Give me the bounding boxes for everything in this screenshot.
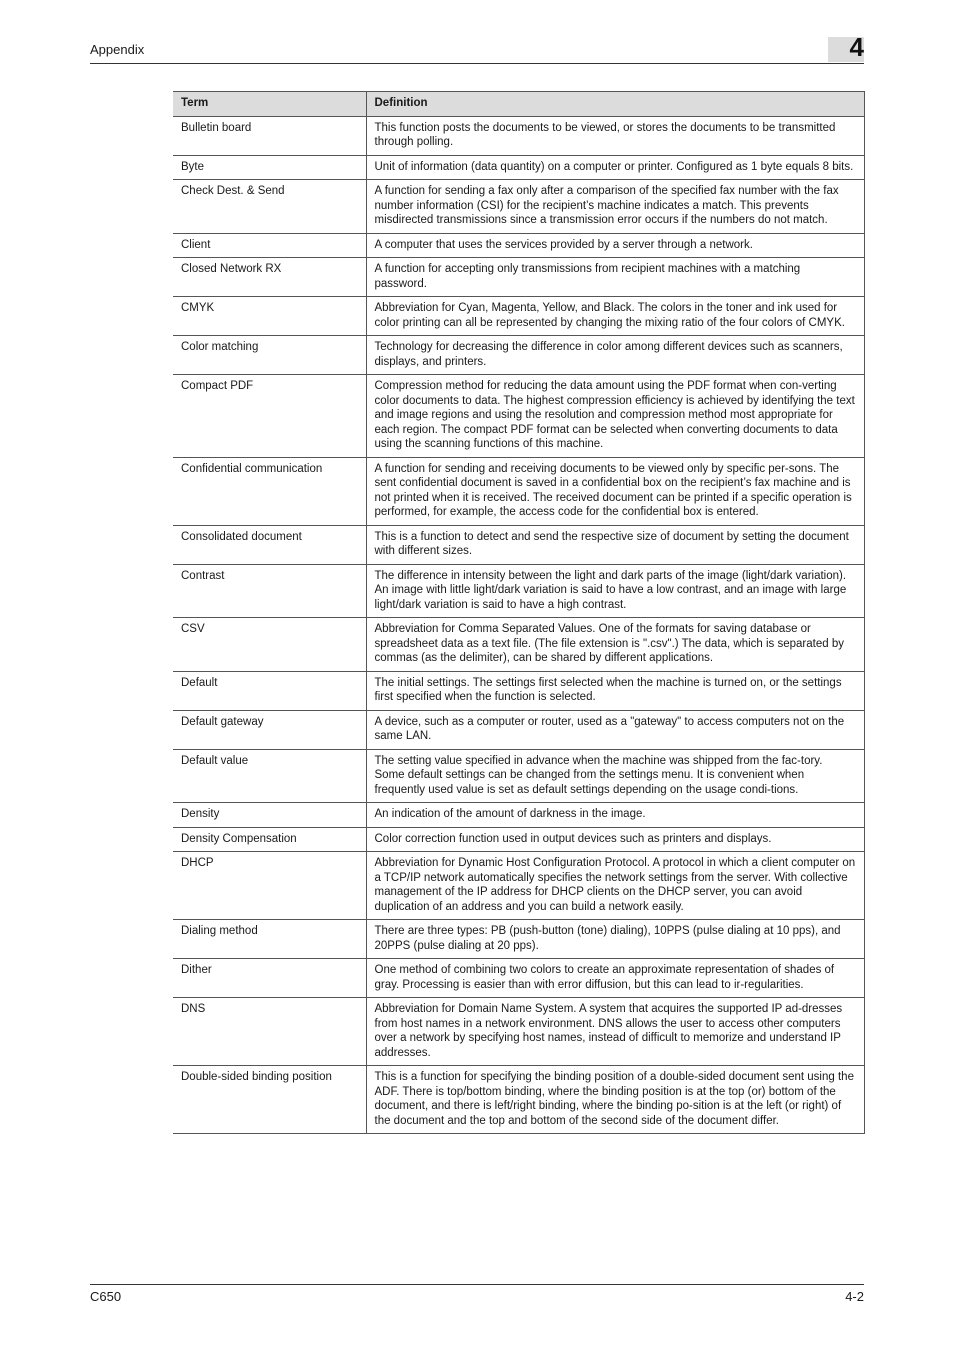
term-cell: Bulletin board <box>173 116 366 155</box>
table-row <box>173 852 864 920</box>
page-footer <box>90 1284 864 1315</box>
table-row <box>173 827 864 852</box>
definition-cell: Abbreviation for Dynamic Host Configuration Protocol. A protocol in which a client computer on a TCP/IP network automatically specifies the network settings from the server. With collective management of the IP address for DHCP clients on the DHCP server, you can avoid duplication of an address and you can build a network easily. <box>366 852 864 920</box>
definition-cell: Technology for decreasing the difference in color among different devices such as scanners, displays, and printers. <box>366 336 864 375</box>
table-row <box>173 710 864 749</box>
table-row <box>173 457 864 525</box>
definition-cell: Compression method for reducing the data amount using the PDF format when con-verting color documents to data. The highest compression efficiency is achieved by identifying the text and image regions and using the resolution and compression method most appropriate for each region. The compact PDF format can be selected when converting documents to data using the scanning functions of this machine. <box>366 375 864 458</box>
definition-cell: One method of combining two colors to create an approximate representation of shades of gray. Processing is easier than with error diffusion, but this can lead to ir-regularities. <box>366 959 864 998</box>
definition-cell: A computer that uses the services provided by a server through a network. <box>366 233 864 258</box>
definition-cell: A device, such as a computer or router, used as a "gateway" to access computers not on the same LAN. <box>366 710 864 749</box>
table-row <box>173 749 864 803</box>
term-cell: Default <box>173 671 366 710</box>
table-row <box>173 525 864 564</box>
term-cell: Color matching <box>173 336 366 375</box>
glossary-table <box>173 91 865 1134</box>
definition-cell: Color correction function used in output devices such as printers and displays. <box>366 827 864 852</box>
table-row <box>173 336 864 375</box>
definition-cell: A function for sending a fax only after a comparison of the specified fax number with the fax number information (CSI) for the recipient’s machine indicates a match. This prevents misdirected transmissions since a transmission error occurs if the numbers do not match. <box>366 180 864 234</box>
chapter-number: 4 <box>849 32 864 62</box>
definition-cell: A function for sending and receiving documents to be viewed only by specific per-sons. The sent confidential document is saved in a confidential box on the recipient’s fax machine and is not printed when it is received. The received document can be printed if a specific operation is performed, for example, the access code for the confidential box is entered. <box>366 457 864 525</box>
definition-cell: This function posts the documents to be viewed, or stores the documents to be transmitted through polling. <box>366 116 864 155</box>
term-cell: Density <box>173 803 366 828</box>
model-name: C650 <box>90 1289 122 1304</box>
definition-cell: Abbreviation for Cyan, Magenta, Yellow, and Black. The colors in the toner and ink used for color printing can all be represented by changing the mixing ratio of the four colors of CMYK. <box>366 297 864 336</box>
term-cell: DHCP <box>173 852 366 920</box>
table-row <box>173 375 864 458</box>
table-row <box>173 155 864 180</box>
term-cell: CSV <box>173 618 366 672</box>
term-cell: DNS <box>173 998 366 1066</box>
term-cell: Dialing method <box>173 920 366 959</box>
table-row <box>173 233 864 258</box>
definition-cell: Abbreviation for Comma Separated Values. One of the formats for saving database or spreadsheet data as a text file. (The file extension is ".csv".) The data, which is separated by commas (as the delimiter), can be shared by different applications. <box>366 618 864 672</box>
table-row <box>173 180 864 234</box>
table-row <box>173 116 864 155</box>
page-number: 4-2 <box>845 1289 864 1304</box>
table-header-row <box>173 92 864 117</box>
term-cell: CMYK <box>173 297 366 336</box>
definition-cell: Abbreviation for Domain Name System. A system that acquires the supported IP ad-dresses from host names in a network environment. DNS allows the user to access other computers over a network by specifying host names, instead of difficult to memorize and understand IP addresses. <box>366 998 864 1066</box>
table-row <box>173 1066 864 1134</box>
term-cell: Consolidated document <box>173 525 366 564</box>
table-row <box>173 564 864 618</box>
table-row <box>173 297 864 336</box>
term-cell: Default gateway <box>173 710 366 749</box>
table-body <box>173 116 864 1134</box>
table-row <box>173 258 864 297</box>
definition-cell: There are three types: PB (push-button (tone) dialing), 10PPS (pulse dialing at 10 pps), and 20PPS (pulse dialing at 20 pps). <box>366 920 864 959</box>
term-cell: Closed Network RX <box>173 258 366 297</box>
table-row <box>173 920 864 959</box>
term-cell: Density Compensation <box>173 827 366 852</box>
definition-cell: The difference in intensity between the light and dark parts of the image (light/dark variation). An image with little light/dark variation is said to have a low contrast, and an image with large light/dark variation is said to have a high contrast. <box>366 564 864 618</box>
definition-cell: Unit of information (data quantity) on a computer or printer. Configured as 1 byte equals 8 bits. <box>366 155 864 180</box>
term-cell: Confidential communication <box>173 457 366 525</box>
table-row <box>173 998 864 1066</box>
term-cell: Contrast <box>173 564 366 618</box>
column-header-definition: Definition <box>366 92 864 117</box>
definition-cell: This is a function for specifying the binding position of a double-sided document sent using the ADF. There is top/bottom binding, where the binding position is at the top (or) bottom of the document, and there is left/right binding, where the binding po-sition is at the left (or right) of the document and the top and bottom of the second side of the document differ. <box>366 1066 864 1134</box>
table-row <box>173 618 864 672</box>
definition-cell: The setting value specified in advance when the machine was shipped from the fac-tory. Some default settings can be changed from the settings menu. It is convenient when frequently used value is set as default settings depending on the usage condi-tions. <box>366 749 864 803</box>
column-header-term: Term <box>173 92 366 117</box>
definition-cell: An indication of the amount of darkness in the image. <box>366 803 864 828</box>
term-cell: Client <box>173 233 366 258</box>
term-cell: Check Dest. & Send <box>173 180 366 234</box>
table-row <box>173 803 864 828</box>
term-cell: Compact PDF <box>173 375 366 458</box>
section-title: Appendix <box>90 42 145 57</box>
table-row <box>173 671 864 710</box>
definition-cell: A function for accepting only transmissions from recipient machines with a matching password. <box>366 258 864 297</box>
table-row <box>173 959 864 998</box>
term-cell: Dither <box>173 959 366 998</box>
term-cell: Byte <box>173 155 366 180</box>
definition-cell: This is a function to detect and send the respective size of document by setting the document with different sizes. <box>366 525 864 564</box>
term-cell: Double-sided binding position <box>173 1066 366 1134</box>
definition-cell: The initial settings. The settings first selected when the machine is turned on, or the settings first specified when the function is selected. <box>366 671 864 710</box>
term-cell: Default value <box>173 749 366 803</box>
page-header <box>90 30 864 64</box>
